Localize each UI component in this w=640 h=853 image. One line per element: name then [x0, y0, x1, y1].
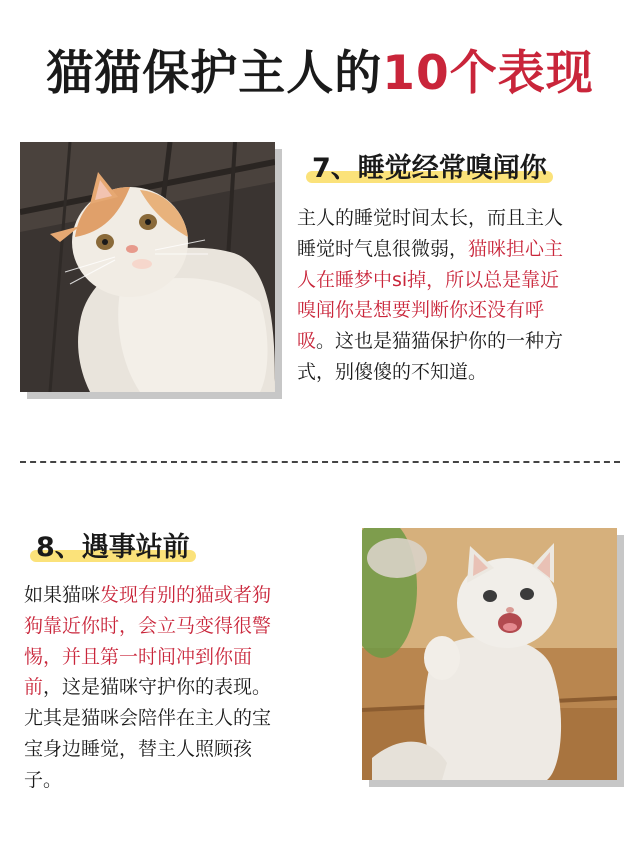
- text-line: [297, 203, 627, 234]
- highlighted-text: 猫咪担心主: [468, 237, 564, 260]
- highlighted-text: 狗靠近你时，会立马变得很警: [24, 614, 272, 637]
- body-text: 主人的睡觉时间太长，而且主人: [297, 207, 564, 229]
- title-main: 猫猫保护主人的: [46, 46, 383, 101]
- text-line: [297, 326, 627, 357]
- text-line: [24, 642, 344, 673]
- section7-text: [297, 203, 627, 388]
- highlighted-text: 前: [24, 676, 44, 699]
- body-text: 子。: [24, 768, 63, 791]
- body-text: 睡觉时气息很微弱，: [297, 237, 469, 260]
- highlighted-text: 人在睡梦中si掉，所以总是靠近: [297, 268, 560, 291]
- highlighted-text: 发现有别的猫或者狗: [100, 584, 272, 606]
- text-line: [297, 295, 627, 326]
- text-line: [24, 703, 344, 734]
- section-divider: [20, 461, 620, 463]
- highlighted-text: 嗅闻你是想要判断你还没有呼: [297, 299, 545, 322]
- body-text: ，这是猫咪守护你的表现。: [43, 676, 272, 699]
- text-line: [297, 234, 627, 265]
- body-text: 式，别傻傻的不知道。: [297, 360, 488, 383]
- body-text: 宝身边睡觉，替主人照顾孩: [24, 737, 253, 760]
- text-line: [24, 580, 344, 611]
- highlighted-text: 吸: [297, 330, 317, 353]
- text-line: [24, 611, 344, 642]
- body-text: 尤其是猫咪会陪伴在主人的宝: [24, 707, 272, 730]
- hissing-cat-photo: [362, 528, 617, 780]
- body-text: 。这也是猫猫保护你的一种方: [316, 330, 564, 353]
- title-accent: 10个表现: [382, 46, 594, 101]
- text-line: [24, 734, 344, 765]
- body-text: 如果猫咪: [24, 584, 101, 606]
- text-line: [297, 357, 627, 388]
- section8-text: [24, 580, 344, 796]
- highlighted-text: 惕，并且第一时间冲到你面: [24, 645, 253, 668]
- section8-heading: 8、遇事站前: [36, 525, 190, 564]
- text-line: [24, 672, 344, 703]
- text-line: [297, 265, 627, 296]
- text-line: [24, 765, 344, 796]
- page-title: [0, 36, 640, 103]
- section7-heading: 7、睡觉经常嗅闻你: [312, 146, 547, 185]
- cat-looking-up-photo: [20, 142, 275, 392]
